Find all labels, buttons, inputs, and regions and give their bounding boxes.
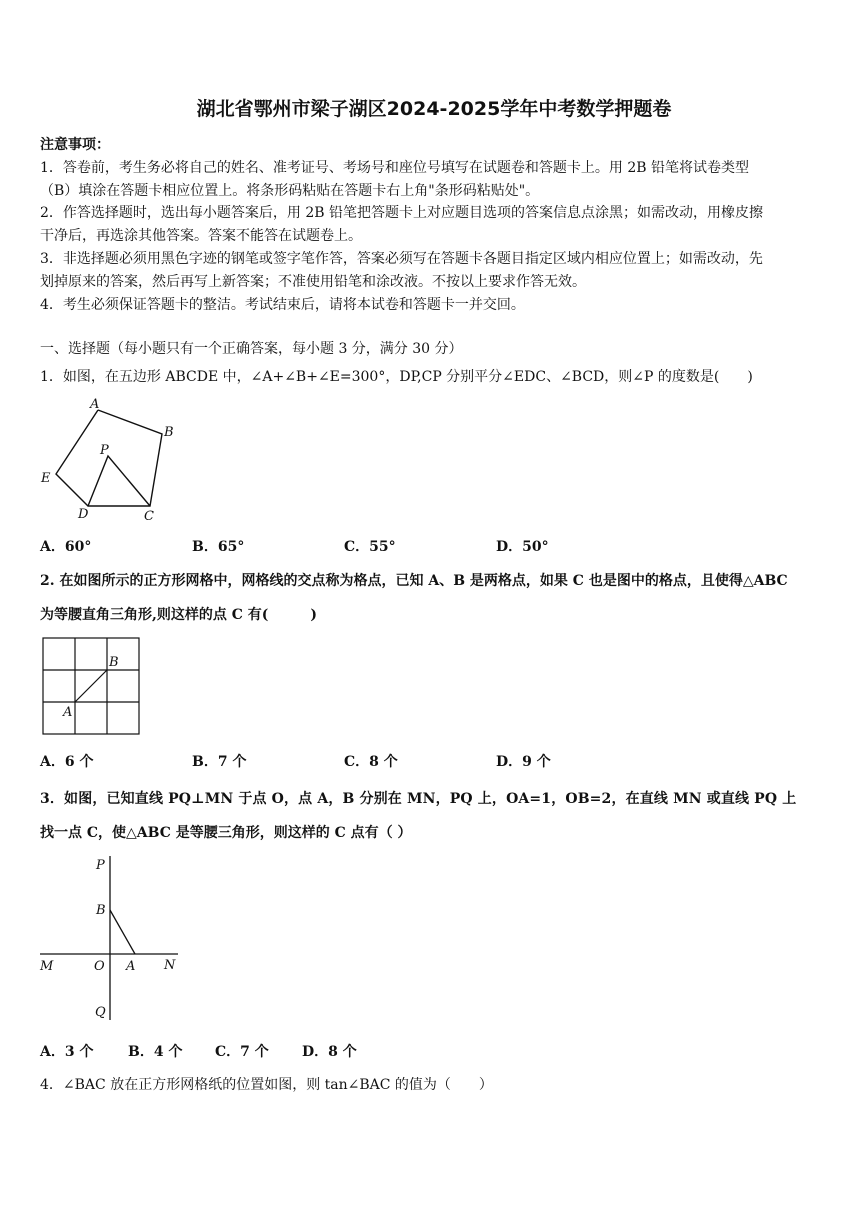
- label-B: B: [96, 903, 106, 918]
- label-N: N: [164, 958, 176, 973]
- note-line: 4．考生必须保证答题卡的整洁。考试结束后，请将本试卷和答题卡一并交回。: [40, 297, 525, 313]
- option-c[interactable]: C．8 个: [344, 754, 398, 770]
- label-E: E: [41, 471, 51, 486]
- question-2-grid-figure: [42, 637, 142, 737]
- label-D: D: [78, 507, 89, 522]
- notes-heading: 注意事项：: [40, 137, 110, 153]
- option-d[interactable]: D．50°: [496, 539, 549, 555]
- option-b[interactable]: B．65°: [192, 539, 245, 555]
- section-title: 一、选择题（每小题只有一个正确答案，每小题 3 分，满分 30 分）: [40, 341, 463, 357]
- note-line: 2．作答选择题时，选出每小题答案后，用 2B 铅笔把答题卡上对应题目选项的答案信息点涂黑；如需改动，用橡皮擦: [40, 205, 763, 221]
- question-3-line-1: 3．如图，已知直线 PQ⊥MN 于点 O，点 A，B 分别在 MN，PQ 上，OA=1，OB=2，在直线 MN 或直线 PQ 上: [40, 791, 797, 807]
- option-d[interactable]: D．8 个: [302, 1044, 357, 1060]
- option-c[interactable]: C．55°: [344, 539, 396, 555]
- option-a[interactable]: A．60°: [40, 539, 92, 555]
- label-C: C: [144, 509, 154, 522]
- question-3-figure: [36, 852, 186, 1026]
- note-line: 划掉原来的答案，然后再写上新答案；不准使用铅笔和涂改液。不按以上要求作答无效。: [40, 274, 586, 290]
- option-c[interactable]: C．7 个: [215, 1044, 269, 1060]
- page-title: 湖北省鄂州市梁子湖区2024-2025学年中考数学押题卷: [196, 98, 672, 120]
- question-2-line-1: 2. 在如图所示的正方形网格中，网格线的交点称为格点，已知 A、B 是两格点，如果 C 也是图中的格点，且使得△ABC: [40, 573, 788, 589]
- label-Q: Q: [95, 1005, 106, 1020]
- label-A: A: [90, 397, 100, 412]
- question-1-figure: [38, 396, 178, 522]
- question-1-text: 1．如图，在五边形 ABCDE 中，∠A+∠B+∠E=300°，DP,CP 分别平分∠EDC、∠BCD，则∠P 的度数是( ): [40, 369, 753, 385]
- note-line: 1．答卷前，考生务必将自己的姓名、准考证号、考场号和座位号填写在试题卷和答题卡上。用 2B 铅笔将试卷类型: [40, 160, 749, 176]
- note-line: 3．非选择题必须用黑色字迹的钢笔或签字笔作答，答案必须写在答题卡各题目指定区域内相应位置上；如需改动，先: [40, 251, 763, 267]
- option-a[interactable]: A．6 个: [40, 754, 94, 770]
- label-B: B: [109, 655, 119, 670]
- label-M: M: [40, 959, 54, 974]
- option-a[interactable]: A．3 个: [40, 1044, 94, 1060]
- option-b[interactable]: B．4 个: [128, 1044, 183, 1060]
- question-3-line-2: 找一点 C，使△ABC 是等腰三角形，则这样的 C 点有（ ）: [40, 825, 412, 841]
- question-4-text: 4．∠BAC 放在正方形网格纸的位置如图，则 tan∠BAC 的值为（ ）: [40, 1077, 493, 1093]
- label-B: B: [164, 425, 174, 440]
- note-line: 干净后，再选涂其他答案。答案不能答在试题卷上。: [40, 228, 362, 244]
- label-O: O: [94, 959, 105, 974]
- note-line: （B）填涂在答题卡相应位置上。将条形码粘贴在答题卡右上角"条形码粘贴处"。: [40, 183, 540, 199]
- question-2-line-2: 为等腰直角三角形,则这样的点 C 有( ): [40, 607, 318, 623]
- label-A: A: [63, 705, 73, 720]
- label-P: P: [96, 858, 105, 873]
- option-d[interactable]: D．9 个: [496, 754, 551, 770]
- label-A: A: [126, 959, 136, 974]
- label-P: P: [100, 443, 109, 458]
- option-b[interactable]: B．7 个: [192, 754, 247, 770]
